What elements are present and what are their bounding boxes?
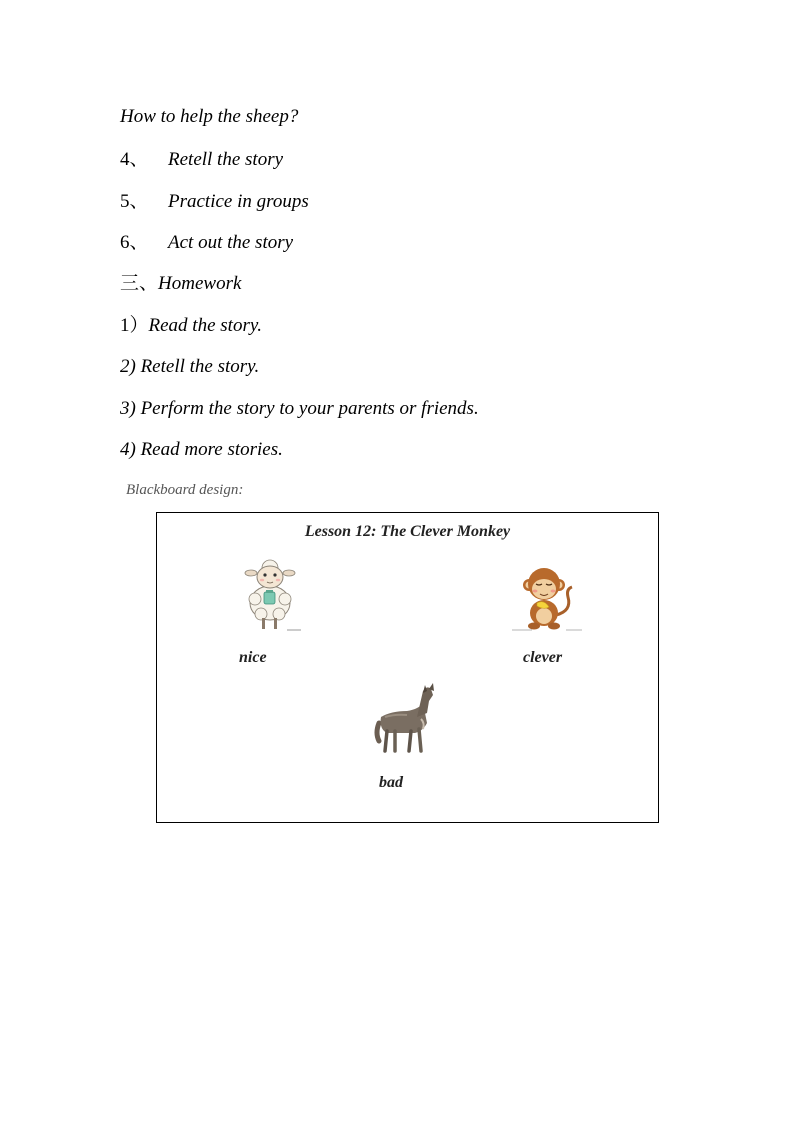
wolf-icon xyxy=(373,683,435,755)
monkey-label: clever xyxy=(523,649,563,666)
sheep-label: nice xyxy=(239,649,267,666)
homework-item-4 xyxy=(120,439,283,461)
question-text: How to help the sheep? xyxy=(120,106,299,127)
homework-number: 三、 xyxy=(120,273,159,294)
homework-item-1 xyxy=(120,315,262,337)
homework-item-2 xyxy=(120,356,259,378)
step-5-number: 5、 xyxy=(120,191,149,212)
sheep-icon xyxy=(243,559,305,633)
board-title: Lesson 12: The Clever Monkey xyxy=(304,523,511,540)
question-line xyxy=(120,106,298,128)
step-6-text: Act out the story xyxy=(168,232,294,253)
homework-item-1-number: 1） xyxy=(120,315,149,336)
homework-item-3-text: 3) Perform the story to your parents or friends. xyxy=(120,398,479,419)
blackboard-caption: Blackboard design: xyxy=(126,482,244,498)
homework-text: Homework xyxy=(158,273,242,294)
homework-item-2-text: 2) Retell the story. xyxy=(120,356,260,377)
step-6 xyxy=(120,232,293,254)
step-6-number: 6、 xyxy=(120,232,149,253)
blackboard-design xyxy=(156,512,659,823)
homework-item-4-text: 4) Read more stories. xyxy=(120,439,283,460)
step-4-text: Retell the story xyxy=(168,149,284,170)
wolf-label: bad xyxy=(379,774,403,791)
homework-heading xyxy=(120,273,241,295)
step-4 xyxy=(120,149,283,171)
step-5 xyxy=(120,191,309,213)
monkey-icon xyxy=(508,565,586,633)
homework-item-3 xyxy=(120,398,479,420)
step-4-number: 4、 xyxy=(120,149,149,170)
step-5-text: Practice in groups xyxy=(168,191,309,212)
homework-item-1-text: Read the story. xyxy=(148,315,262,336)
